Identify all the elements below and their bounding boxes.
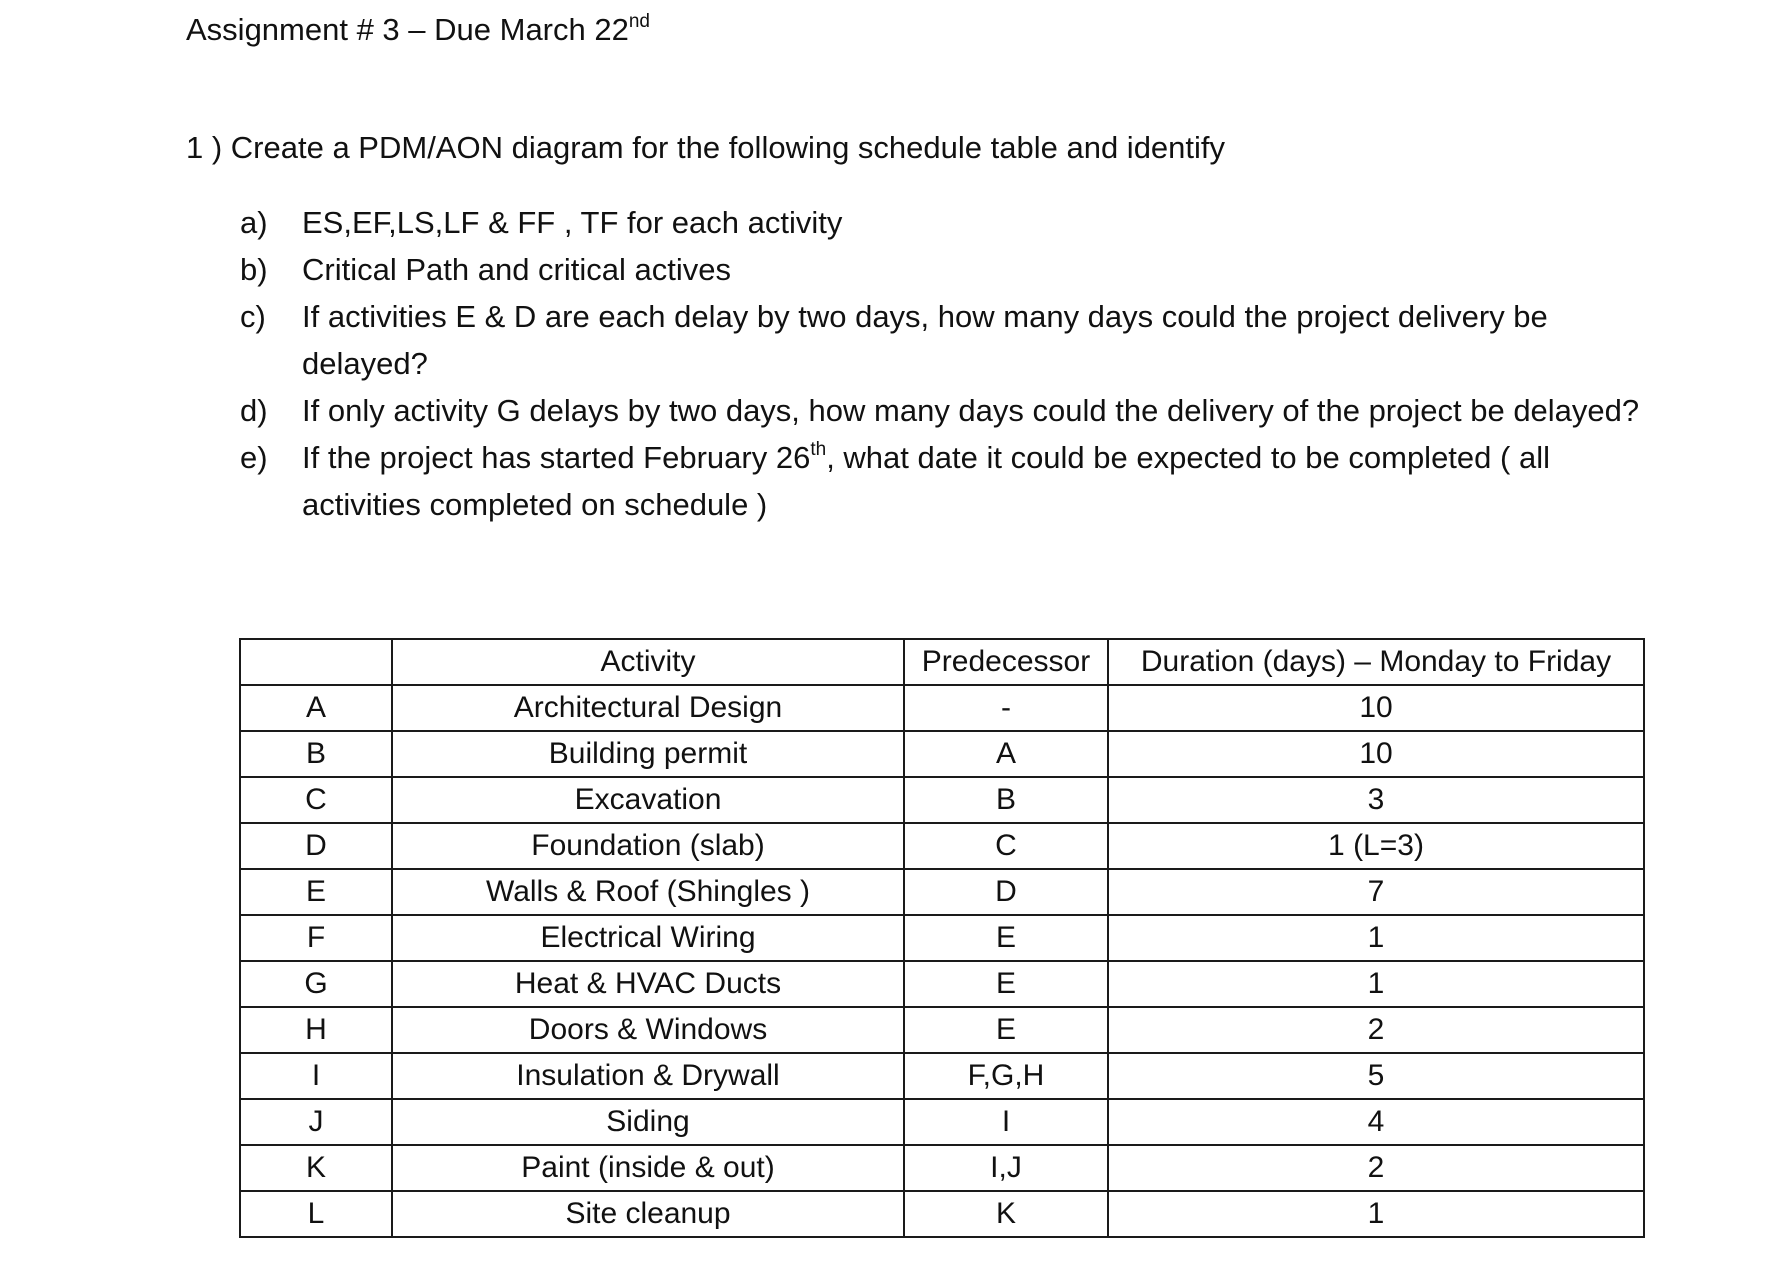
assignment-title-text: Assignment # 3 – Due March 22	[186, 12, 629, 47]
cell-duration: 7	[1108, 869, 1644, 915]
subitem-marker: e)	[240, 440, 268, 475]
cell-activity: Electrical Wiring	[392, 915, 904, 961]
question-1: 1 ) Create a PDM/AON diagram for the following schedule table and identify	[186, 130, 1226, 165]
subitem-marker: b)	[240, 252, 268, 287]
header-id	[240, 639, 392, 685]
cell-id: J	[240, 1099, 392, 1145]
cell-predecessor: I	[904, 1099, 1108, 1145]
subitem-e	[240, 434, 1680, 528]
subitem-text: If activities E & D are each delay by two days, how many days could the project delivery be delayed?	[302, 299, 1548, 381]
cell-predecessor: A	[904, 731, 1108, 777]
cell-predecessor: E	[904, 915, 1108, 961]
cell-id: F	[240, 915, 392, 961]
table-header-row	[240, 639, 1644, 685]
cell-activity: Site cleanup	[392, 1191, 904, 1237]
cell-predecessor: B	[904, 777, 1108, 823]
cell-activity: Insulation & Drywall	[392, 1053, 904, 1099]
header-predecessor: Predecessor	[904, 639, 1108, 685]
cell-duration: 10	[1108, 685, 1644, 731]
cell-predecessor: F,G,H	[904, 1053, 1108, 1099]
header-activity: Activity	[392, 639, 904, 685]
cell-predecessor: E	[904, 1007, 1108, 1053]
assignment-title-superscript: nd	[628, 11, 650, 32]
cell-id: I	[240, 1053, 392, 1099]
subitem-b	[240, 246, 1680, 293]
cell-duration: 1	[1108, 961, 1644, 1007]
subitem-marker: d)	[240, 393, 268, 428]
cell-duration: 1 (L=3)	[1108, 823, 1644, 869]
assignment-title	[186, 10, 650, 50]
cell-id: E	[240, 869, 392, 915]
table-row	[240, 1007, 1644, 1053]
cell-id: K	[240, 1145, 392, 1191]
table-row	[240, 823, 1644, 869]
cell-id: B	[240, 731, 392, 777]
subitem-text: If only activity G delays by two days, how many days could the delivery of the project be delayed?	[302, 393, 1640, 428]
cell-activity: Excavation	[392, 777, 904, 823]
subitem-text-end: , what date it could be expected to be completed ( all activities completed on schedule )	[302, 440, 1550, 522]
cell-predecessor: E	[904, 961, 1108, 1007]
table-row	[240, 1145, 1644, 1191]
cell-activity: Building permit	[392, 731, 904, 777]
cell-predecessor: K	[904, 1191, 1108, 1237]
subitem-text	[302, 434, 1672, 528]
subitem-marker: c)	[240, 299, 266, 334]
cell-duration: 4	[1108, 1099, 1644, 1145]
cell-activity: Foundation (slab)	[392, 823, 904, 869]
table-row	[240, 685, 1644, 731]
cell-activity: Siding	[392, 1099, 904, 1145]
subitem-a	[240, 199, 1680, 246]
question-subitems	[240, 199, 1680, 528]
subitem-d	[240, 387, 1680, 434]
subitem-text-start: If the project has started February 26	[302, 440, 811, 475]
table-row	[240, 1191, 1644, 1237]
cell-duration: 1	[1108, 915, 1644, 961]
table-row	[240, 915, 1644, 961]
cell-duration: 2	[1108, 1145, 1644, 1191]
cell-duration: 1	[1108, 1191, 1644, 1237]
cell-duration: 2	[1108, 1007, 1644, 1053]
cell-activity: Heat & HVAC Ducts	[392, 961, 904, 1007]
schedule-table	[239, 638, 1645, 1238]
cell-id: L	[240, 1191, 392, 1237]
cell-predecessor: -	[904, 685, 1108, 731]
cell-duration: 10	[1108, 731, 1644, 777]
cell-id: A	[240, 685, 392, 731]
subitem-text: Critical Path and critical actives	[302, 252, 731, 287]
subitem-text: ES,EF,LS,LF & FF , TF for each activity	[302, 205, 843, 240]
cell-id: H	[240, 1007, 392, 1053]
table-row	[240, 1099, 1644, 1145]
cell-id: G	[240, 961, 392, 1007]
cell-id: C	[240, 777, 392, 823]
cell-activity: Walls & Roof (Shingles )	[392, 869, 904, 915]
cell-duration: 5	[1108, 1053, 1644, 1099]
cell-activity: Doors & Windows	[392, 1007, 904, 1053]
cell-predecessor: I,J	[904, 1145, 1108, 1191]
cell-duration: 3	[1108, 777, 1644, 823]
table-row	[240, 961, 1644, 1007]
cell-activity: Architectural Design	[392, 685, 904, 731]
header-duration: Duration (days) – Monday to Friday	[1108, 639, 1644, 685]
cell-id: D	[240, 823, 392, 869]
table-row	[240, 777, 1644, 823]
cell-predecessor: D	[904, 869, 1108, 915]
table-row	[240, 731, 1644, 777]
subitem-marker: a)	[240, 205, 268, 240]
subitem-c	[240, 293, 1680, 387]
cell-activity: Paint (inside & out)	[392, 1145, 904, 1191]
cell-predecessor: C	[904, 823, 1108, 869]
table-row	[240, 869, 1644, 915]
table-row	[240, 1053, 1644, 1099]
subitem-text-superscript: th	[810, 439, 827, 460]
